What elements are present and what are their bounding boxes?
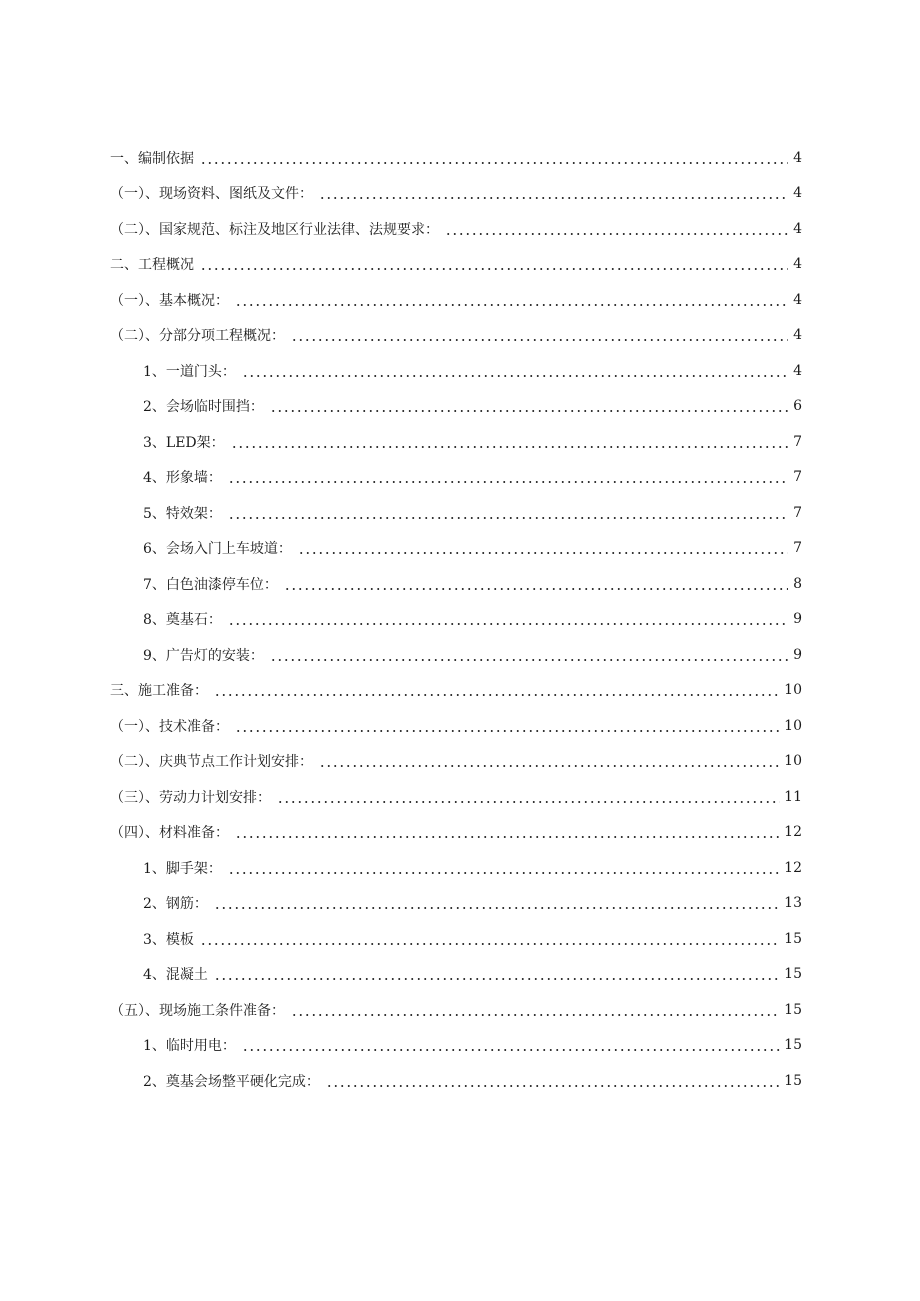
toc-entry-page: 4	[793, 220, 802, 237]
toc-entry-title: 2、会场临时围挡：	[143, 399, 264, 416]
dot-leader	[231, 435, 788, 449]
toc-entry-page: 4	[793, 149, 802, 166]
toc-entry-page: 4	[793, 291, 802, 308]
toc-entry-page: 6	[793, 398, 802, 415]
toc-entry-page: 7	[793, 469, 802, 486]
toc-entry-title: 1、临时用电：	[143, 1038, 236, 1055]
toc-entry[interactable]	[0, 992, 920, 1028]
toc-entry-page: 7	[793, 433, 802, 450]
toc-entry-title: 4、形象墙：	[143, 470, 222, 487]
toc-entry-title: （四）、材料准备：	[110, 825, 229, 842]
dot-leader	[298, 541, 788, 555]
toc-entry-title: 8、奠基石：	[143, 612, 222, 629]
toc-entry-page: 7	[793, 504, 802, 521]
dot-leader	[277, 790, 780, 804]
toc-entry[interactable]	[0, 1063, 920, 1099]
toc-entry-title: 一、编制依据	[110, 150, 194, 167]
toc-entry-title: 三、施工准备：	[110, 683, 208, 700]
dot-leader	[242, 1038, 780, 1052]
toc-entry-title: 3、模板	[143, 931, 194, 948]
dot-leader	[214, 683, 780, 697]
toc-entry-page: 15	[784, 1072, 802, 1089]
dot-leader	[235, 825, 780, 839]
toc-entry-title: 2、钢筋：	[143, 896, 208, 913]
toc-entry-title: （二）、分部分项工程概况：	[110, 328, 285, 345]
toc-entry[interactable]	[0, 211, 920, 247]
dot-leader	[319, 754, 780, 768]
toc-entry-page: 10	[784, 753, 802, 770]
toc-entry[interactable]	[0, 495, 920, 531]
toc-entry-title: （一）、基本概况：	[110, 292, 229, 309]
toc-entry[interactable]	[0, 460, 920, 496]
dot-leader	[242, 364, 788, 378]
dot-leader	[214, 896, 780, 910]
toc-entry[interactable]	[0, 176, 920, 212]
toc-entry-title: 2、奠基会场整平硬化完成：	[143, 1073, 320, 1090]
dot-leader	[200, 151, 788, 165]
toc-entry[interactable]	[0, 566, 920, 602]
dot-leader	[270, 399, 788, 413]
toc-entry[interactable]	[0, 389, 920, 425]
toc-entry[interactable]	[0, 886, 920, 922]
dot-leader	[200, 257, 788, 271]
toc-entry-page: 4	[793, 362, 802, 379]
toc-entry-page: 4	[793, 256, 802, 273]
dot-leader	[235, 719, 780, 733]
toc-entry-page: 12	[784, 824, 802, 841]
toc-entry-page: 11	[784, 788, 802, 805]
dot-leader	[284, 577, 788, 591]
toc-entry[interactable]	[0, 247, 920, 283]
dot-leader	[291, 328, 788, 342]
toc-entry-page: 15	[784, 966, 802, 983]
toc-entry-title: 4、混凝土	[143, 967, 208, 984]
toc-entry-title: （三）、劳动力计划安排：	[110, 789, 271, 806]
toc-entry-page: 10	[784, 717, 802, 734]
toc-entry-page: 9	[793, 646, 802, 663]
toc-entry-page: 7	[793, 540, 802, 557]
toc-entry-page: 10	[784, 682, 802, 699]
toc-entry-title: （二）、庆典节点工作计划安排：	[110, 754, 313, 771]
dot-leader	[319, 186, 788, 200]
dot-leader	[228, 612, 788, 626]
toc-entry-page: 8	[793, 575, 802, 592]
toc-entry[interactable]	[0, 673, 920, 709]
toc-entry-title: 1、脚手架：	[143, 860, 222, 877]
toc-entry[interactable]	[0, 850, 920, 886]
toc-entry-title: 7、白色油漆停车位：	[143, 576, 278, 593]
toc-entry-title: 3、LED架：	[143, 434, 225, 451]
toc-entry-title: （二）、国家规范、标注及地区行业法律、法规要求：	[110, 221, 439, 238]
dot-leader	[228, 861, 780, 875]
toc-entry-page: 15	[784, 1037, 802, 1054]
toc-entry[interactable]	[0, 708, 920, 744]
toc-entry-page: 9	[793, 611, 802, 628]
toc-entry-title: （一）、技术准备：	[110, 718, 229, 735]
dot-leader	[214, 967, 780, 981]
toc-entry[interactable]	[0, 815, 920, 851]
toc-entry[interactable]	[0, 353, 920, 389]
toc-entry[interactable]	[0, 957, 920, 993]
toc-entry-title: 二、工程概况	[110, 257, 194, 274]
toc-entry-page: 15	[784, 930, 802, 947]
dot-leader	[235, 293, 788, 307]
toc-entry-title: 5、特效架：	[143, 505, 222, 522]
toc-entry[interactable]	[0, 921, 920, 957]
toc-entry[interactable]	[0, 424, 920, 460]
toc-entry-page: 15	[784, 1001, 802, 1018]
toc-entry-page: 12	[784, 859, 802, 876]
toc-entry[interactable]	[0, 779, 920, 815]
toc-entry[interactable]	[0, 602, 920, 638]
dot-leader	[200, 932, 780, 946]
toc-entry-title: 6、会场入门上车坡道：	[143, 541, 292, 558]
toc-entry-title: （五）、现场施工条件准备：	[110, 1002, 285, 1019]
toc-entry[interactable]	[0, 318, 920, 354]
table-of-contents	[0, 140, 920, 1099]
toc-entry-page: 4	[793, 327, 802, 344]
dot-leader	[445, 222, 788, 236]
toc-entry-page: 13	[784, 895, 802, 912]
dot-leader	[228, 506, 788, 520]
toc-entry[interactable]	[0, 1028, 920, 1064]
toc-entry-title: 1、一道门头：	[143, 363, 236, 380]
toc-entry[interactable]	[0, 140, 920, 176]
toc-entry[interactable]	[0, 637, 920, 673]
dot-leader	[291, 1003, 780, 1017]
dot-leader	[326, 1074, 780, 1088]
toc-entry[interactable]	[0, 282, 920, 318]
toc-entry[interactable]	[0, 531, 920, 567]
toc-entry-page: 4	[793, 185, 802, 202]
toc-entry-title: 9、广告灯的安装：	[143, 647, 264, 664]
dot-leader	[228, 470, 788, 484]
dot-leader	[270, 648, 788, 662]
toc-entry[interactable]	[0, 744, 920, 780]
toc-entry-title: （一）、现场资料、图纸及文件：	[110, 186, 313, 203]
